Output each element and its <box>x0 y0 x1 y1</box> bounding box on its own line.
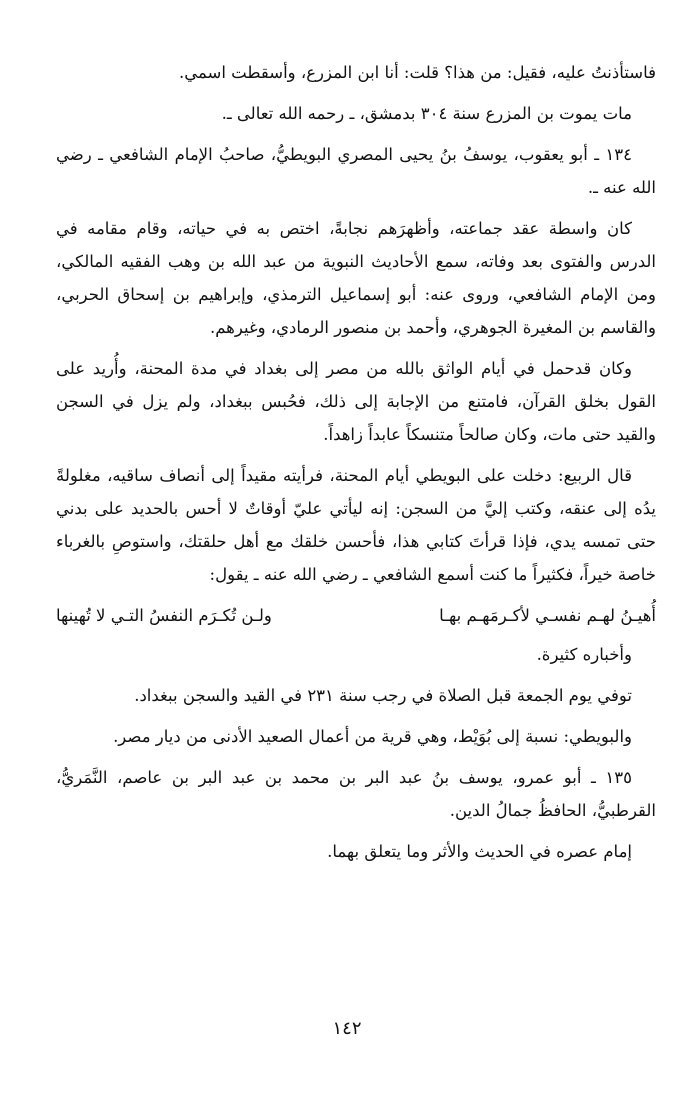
paragraph-6: قال الربيع: دخلت على البويطي أيام المحنة، فرأيته مقيداً إلى أنصاف ساقيه، مغلولةً يدُه إلى عنقه، وكتب إليَّ من السجن: إنه ليأتي عليّ أوقاتٌ لا أحس بالحديد على بدني حتى تمسه يدي، فإذا قرأتَ كتابي هذا، فأحسن خلقك مع أهل حلقتك، واستوصِ بالغرباء خاصة خيراً، فكثيراً ما كنت أسمع الشافعي ـ رضي الله عنه ـ يقول: <box>56 466 656 584</box>
biography-heading-134: ١٣٤ ـ أبو يعقوب، يوسفُ بنُ يحيى المصري البويطيُّ، صاحبُ الإمام الشافعي ـ رضي الله عنه ـ. <box>56 145 656 197</box>
paragraph-8: توفي يوم الجمعة قبل الصلاة في رجب سنة ٢٣١ في القيد والسجن ببغداد. <box>134 686 632 705</box>
page-body <box>56 56 656 876</box>
biography-heading-135: ١٣٥ ـ أبو عمرو، يوسف بنُ عبد البر بن محمد بن عبد البر بن عاصم، النَّمَريُّ، القرطبيُّ، الحافظُ جمالُ الدين. <box>56 768 656 820</box>
paragraph-11: إمام عصره في الحديث والأثر وما يتعلق بهما. <box>327 842 632 861</box>
page-number: ١٤٢ <box>332 1018 362 1039</box>
poetry-verse <box>56 599 656 632</box>
paragraph-1: فاستأذنتُ عليه، فقيل: من هذا؟ قلت: أنا ابن المزرع، وأسقطت اسمي. <box>178 63 656 82</box>
verse-first-hemistich: أُهيـنُ لهـم نفسـي لأكـرمَهـم بهـا <box>439 606 656 625</box>
paragraph-4: كان واسطة عقد جماعته، وأظهرَهم نجابةً، اختص به في حياته، وقام مقامه في الدرس والفتوى بعد وفاته، سمع الأحاديث النبوية من عبد الله بن وهب الفقيه المالكي، ومن الإمام الشافعي، وروى عنه: أبو إسماعيل الترمذي، وإبراهيم بن إسحاق الحربي، والقاسم بن المغيرة الجوهري، وأحمد بن منصور الرمادي، وغيرهم. <box>56 219 656 337</box>
paragraph-7: وأخباره كثيرة. <box>536 645 632 664</box>
paragraph-9: والبويطي: نسبة إلى بُوَيْط، وهي قرية من أعمال الصعيد الأدنى من ديار مصر. <box>113 727 632 746</box>
verse-second-hemistich: ولـن تُكـرَم النفسُ التـي لا تُهينها <box>56 606 272 625</box>
paragraph-5: وكان قدحمل في أيام الواثق بالله من مصر إلى بغداد في مدة المحنة، وأُريد على القول بخلق القرآن، فامتنع من الإجابة إلى ذلك، فحُبس ببغداد، ولم يزل في السجن والقيد حتى مات، وكان صالحاً متنسكاً عابداً زاهداً. <box>56 359 656 444</box>
paragraph-2: مات يموت بن المزرع سنة ٣٠٤ بدمشق، ـ رحمه الله تعالى ـ. <box>221 104 632 123</box>
